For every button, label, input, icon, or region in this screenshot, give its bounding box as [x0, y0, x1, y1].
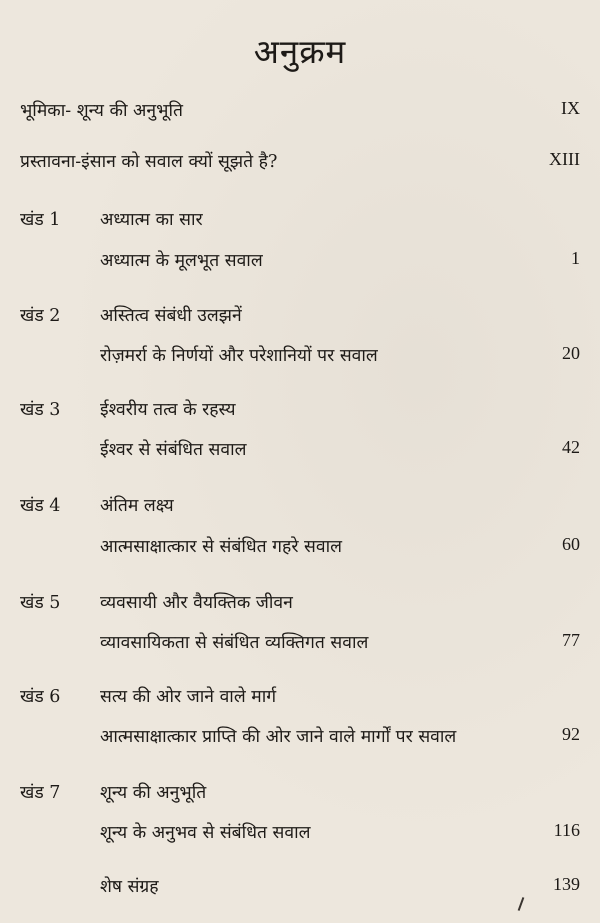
section-title: सत्य की ओर जाने वाले मार्ग — [100, 687, 277, 707]
section-subtitle: रोज़मर्रा के निर्णयों और परेशानियों पर सवाल — [100, 346, 378, 366]
toc-section-6 — [20, 684, 580, 754]
toc-entry-text: शेष संग्रह — [100, 877, 159, 897]
toc-entry-text: प्रस्तावना-इंसान को सवाल क्यों सूझते है? — [20, 152, 278, 172]
section-label: खंड 2 — [20, 306, 61, 326]
toc-page-number: 92 — [562, 724, 580, 744]
toc-entry-preface — [20, 98, 580, 124]
toc-section-2 — [20, 303, 580, 373]
section-label: खंड 3 — [20, 400, 61, 420]
page-title: अनुक्रम — [253, 32, 347, 71]
toc-entry-appendix — [20, 874, 580, 900]
section-label: खंड 4 — [20, 496, 61, 516]
toc-section-3 — [20, 397, 580, 467]
section-title: ईश्वरीय तत्व के रहस्य — [100, 400, 236, 420]
section-title: अस्तित्व संबंधी उलझनें — [100, 306, 242, 326]
toc-page-number: 1 — [571, 248, 580, 268]
toc-page-number: IX — [561, 98, 580, 118]
section-label: खंड 6 — [20, 687, 61, 707]
toc-page-number: 116 — [553, 820, 580, 840]
toc-section-4 — [20, 493, 580, 563]
section-title: शून्य की अनुभूति — [100, 783, 207, 803]
toc-section-1 — [20, 207, 580, 277]
toc-section-7 — [20, 780, 580, 850]
section-title: अंतिम लक्ष्य — [100, 496, 174, 516]
toc-page-number: XIII — [549, 149, 580, 169]
toc-page-number: 42 — [562, 437, 580, 457]
section-subtitle: शून्य के अनुभव से संबंधित सवाल — [100, 823, 311, 843]
toc-page-number: 60 — [562, 534, 580, 554]
section-label: खंड 7 — [20, 783, 61, 803]
section-subtitle: अध्यात्म के मूलभूत सवाल — [100, 251, 263, 271]
toc-page-number: 139 — [553, 874, 580, 894]
toc-page-number: 77 — [562, 630, 580, 650]
section-subtitle: व्यावसायिकता से संबंधित व्यक्तिगत सवाल — [100, 633, 369, 653]
toc-section-5 — [20, 590, 580, 660]
section-subtitle: आत्मसाक्षात्कार प्राप्ति की ओर जाने वाले मार्गों पर सवाल — [100, 727, 457, 747]
toc-page-number: 20 — [562, 343, 580, 363]
section-label: खंड 5 — [20, 593, 61, 613]
section-title: व्यवसायी और वैयक्तिक जीवन — [100, 593, 293, 613]
section-title: अध्यात्म का सार — [100, 210, 203, 230]
toc-entry-introduction — [20, 149, 580, 175]
section-subtitle: ईश्वर से संबंधित सवाल — [100, 440, 247, 460]
section-subtitle: आत्मसाक्षात्कार से संबंधित गहरे सवाल — [100, 537, 342, 557]
toc-entry-text: भूमिका- शून्य की अनुभूति — [20, 101, 183, 121]
section-label: खंड 1 — [20, 210, 61, 230]
